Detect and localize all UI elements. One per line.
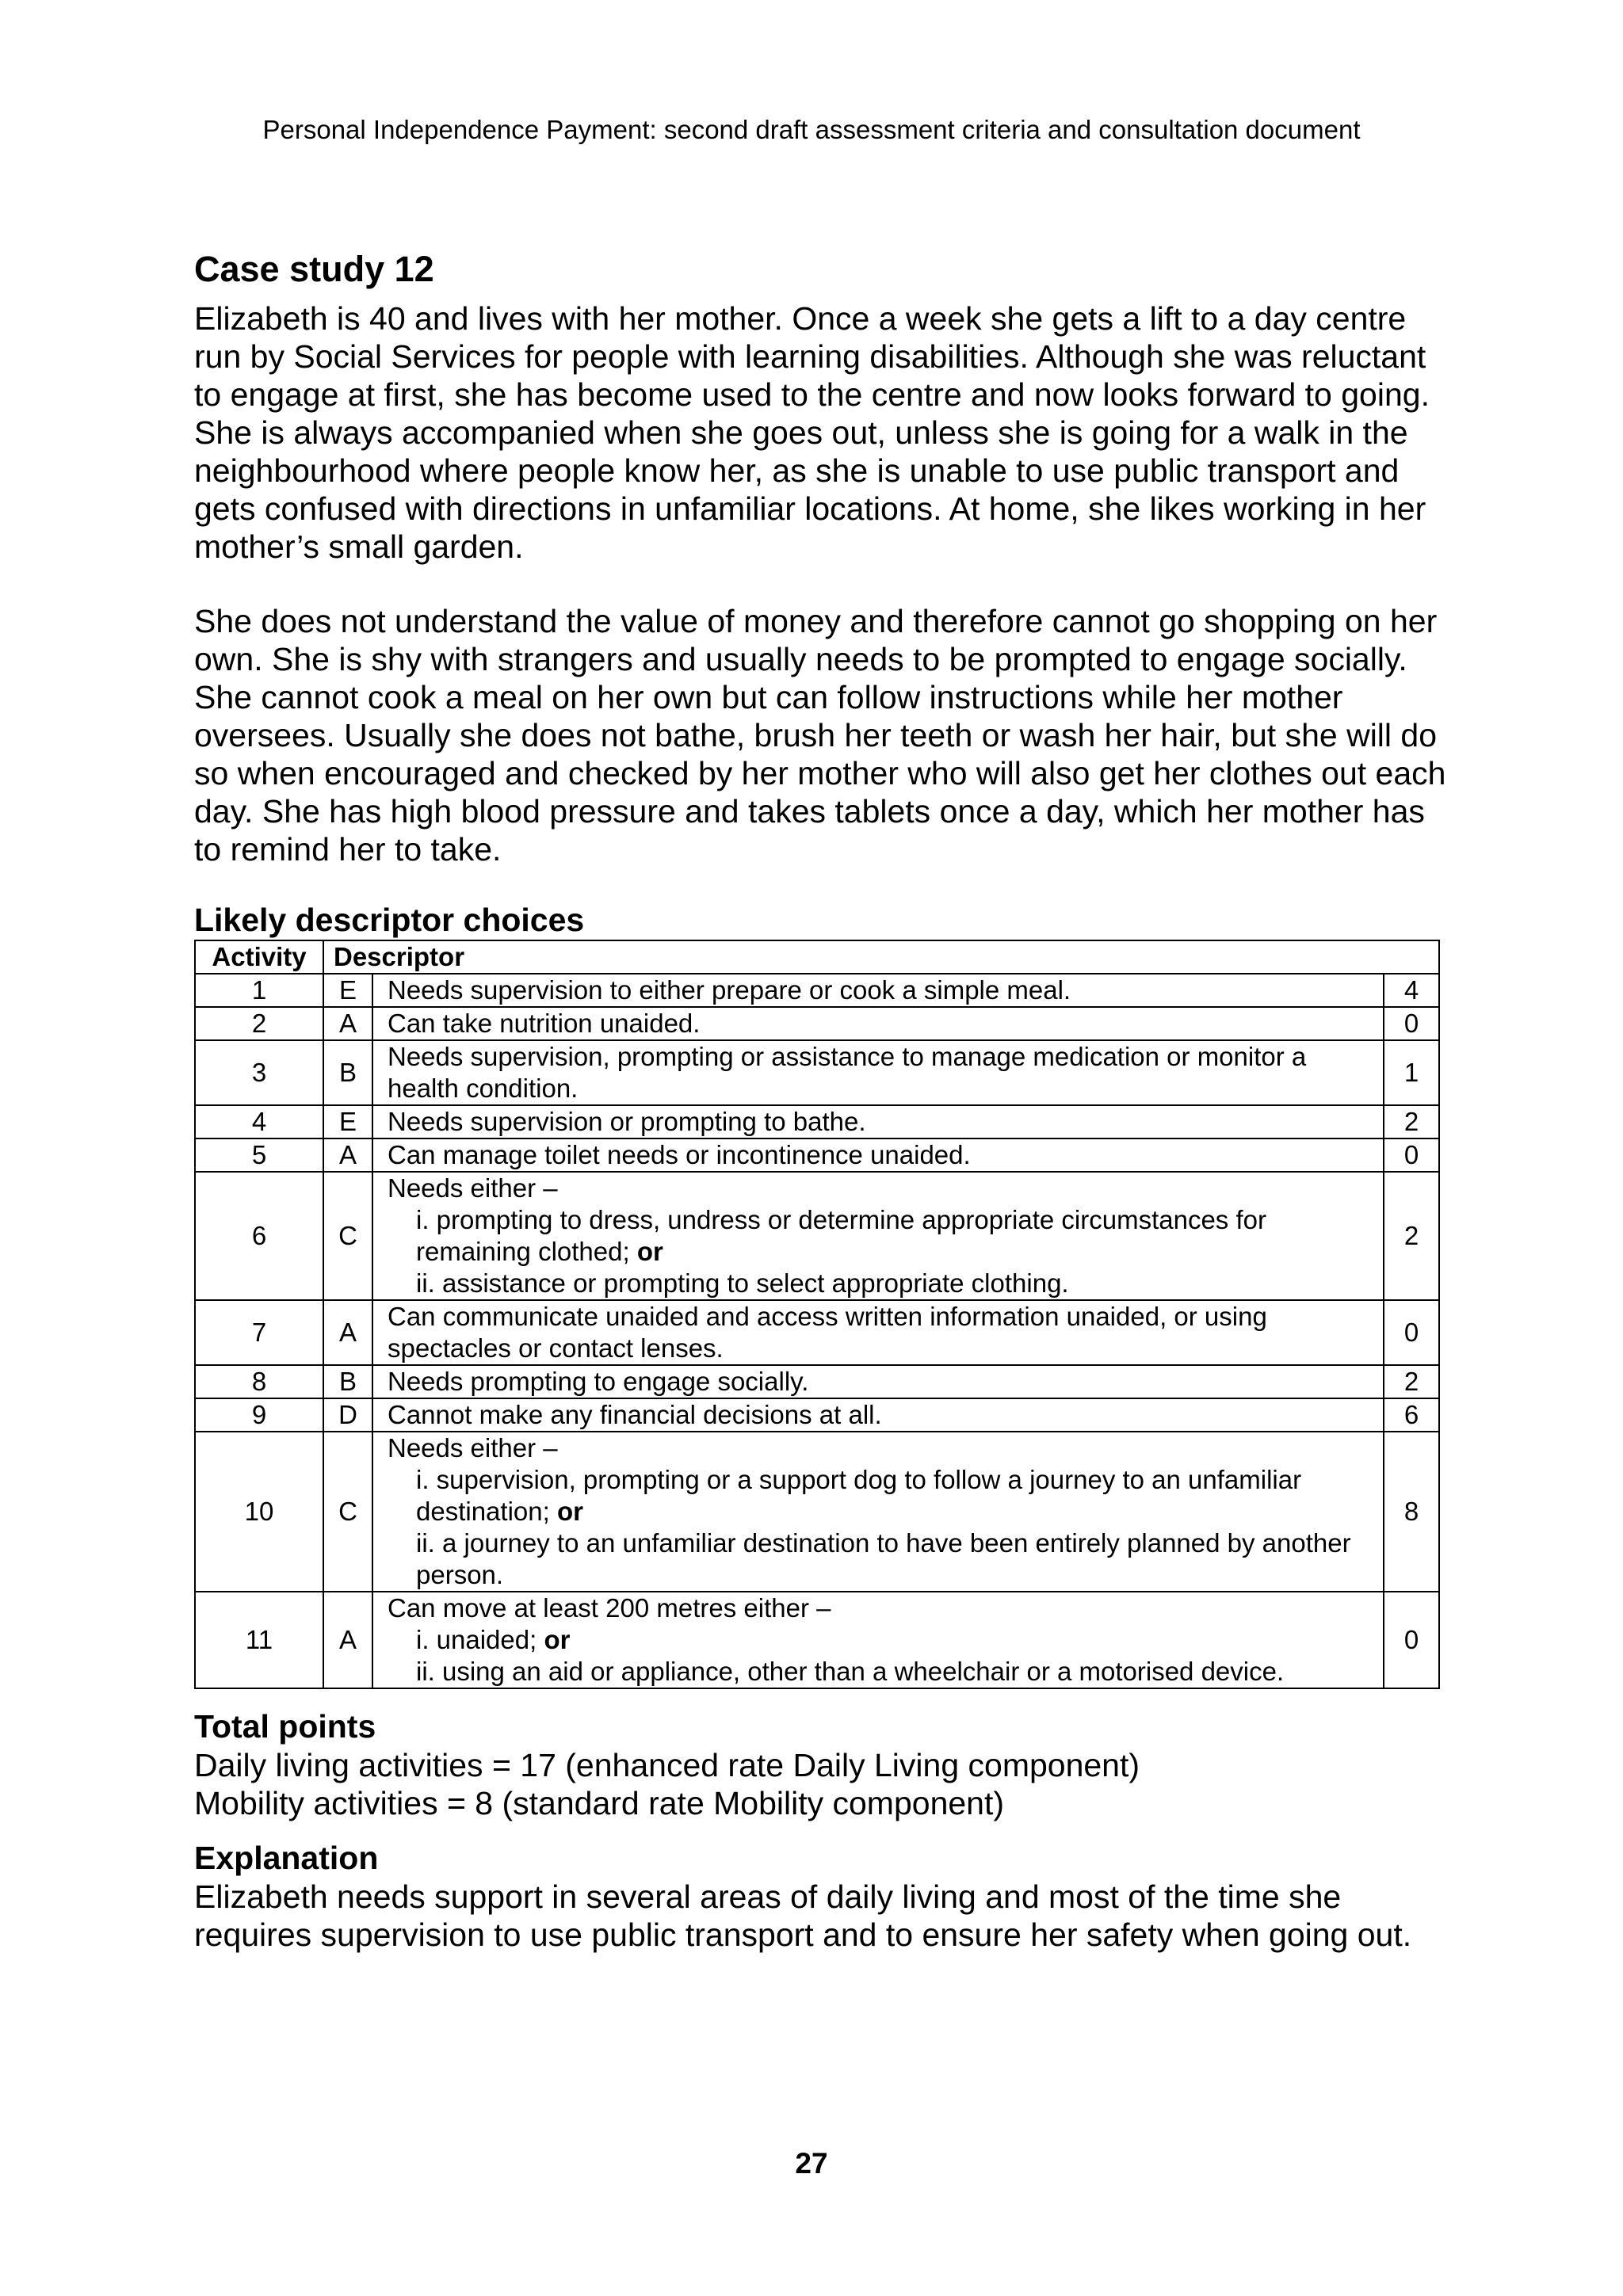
descriptor-letter: D bbox=[323, 1398, 372, 1432]
descriptor-letter: E bbox=[323, 1105, 372, 1138]
descriptor-option-text: i. supervision, prompting or a support dog to follow a journey to an unfamiliar destination; bbox=[416, 1465, 1302, 1526]
descriptor-option bbox=[388, 1268, 1377, 1299]
points-value: 1 bbox=[1384, 1040, 1439, 1105]
table-header-row bbox=[195, 940, 1439, 974]
activity-number: 1 bbox=[195, 974, 323, 1007]
descriptor-text: Can communicate unaided and access written information unaided, or using spectacles or contact lenses. bbox=[372, 1300, 1384, 1365]
table-row bbox=[195, 1172, 1439, 1300]
descriptor-letter: C bbox=[323, 1172, 372, 1300]
table-row bbox=[195, 1398, 1439, 1432]
total-line-mobility: Mobility activities = 8 (standard rate Mobility component) bbox=[194, 1785, 1005, 1821]
descriptor-letter: C bbox=[323, 1432, 372, 1592]
descriptor-option bbox=[388, 1656, 1377, 1688]
paragraph-2: She does not understand the value of money and therefore cannot go shopping on her own. She is shy with strangers and usually needs to be prompted to engage socially. She cannot cook a meal on her own but can follow instructions while her mother oversees. Usually she does not bathe, brush her teeth or wash her hair, but she will do so when encouraged and checked by her mother who will also get her clothes out each day. She has high blood pressure and takes tablets once a day, which her mother has to remind her to take. bbox=[194, 603, 1446, 868]
activity-number: 4 bbox=[195, 1105, 323, 1138]
descriptor-table bbox=[194, 940, 1440, 1689]
descriptor-option-text: ii. a journey to an unfamiliar destination to have been entirely planned by another person. bbox=[416, 1528, 1351, 1589]
document-body bbox=[194, 247, 1446, 1954]
descriptor-letter: E bbox=[323, 974, 372, 1007]
descriptor-option bbox=[388, 1624, 1377, 1656]
descriptor-option-text: ii. using an aid or appliance, other than a wheelchair or a motorised device. bbox=[416, 1657, 1285, 1686]
descriptor-text bbox=[372, 1592, 1384, 1688]
explanation-text: Elizabeth needs support in several areas of daily living and most of the time she requires supervision to use public transport and to ensure her safety when going out. bbox=[194, 1878, 1412, 1953]
activity-number: 3 bbox=[195, 1040, 323, 1105]
table-row bbox=[195, 1300, 1439, 1365]
activity-number: 10 bbox=[195, 1432, 323, 1592]
points-value: 0 bbox=[1384, 1007, 1439, 1040]
case-study-title: Case study 12 bbox=[194, 249, 434, 289]
points-value: 4 bbox=[1384, 974, 1439, 1007]
descriptor-text: Can manage toilet needs or incontinence unaided. bbox=[372, 1138, 1384, 1172]
descriptor-text: Can take nutrition unaided. bbox=[372, 1007, 1384, 1040]
descriptor-option-text: ii. assistance or prompting to select appropriate clothing. bbox=[416, 1268, 1069, 1298]
activity-number: 9 bbox=[195, 1398, 323, 1432]
descriptor-letter: A bbox=[323, 1138, 372, 1172]
table-body bbox=[195, 974, 1439, 1688]
points-value: 2 bbox=[1384, 1172, 1439, 1300]
descriptor-option-text: i. prompting to dress, undress or determine appropriate circumstances for remaining clothed; bbox=[416, 1205, 1266, 1266]
descriptor-text bbox=[372, 1432, 1384, 1592]
descriptor-text: Needs supervision or prompting to bathe. bbox=[372, 1105, 1384, 1138]
descriptor-text: Cannot make any financial decisions at all. bbox=[372, 1398, 1384, 1432]
table-row bbox=[195, 1007, 1439, 1040]
or-connector: or bbox=[636, 1237, 663, 1266]
table-row bbox=[195, 1592, 1439, 1688]
activity-number: 8 bbox=[195, 1365, 323, 1398]
descriptor-text: Needs supervision to either prepare or cook a simple meal. bbox=[372, 974, 1384, 1007]
table-row bbox=[195, 1105, 1439, 1138]
running-header: Personal Independence Payment: second draft assessment criteria and consultation document bbox=[262, 115, 1361, 144]
descriptor-intro: Needs either – bbox=[388, 1433, 558, 1463]
descriptor-option bbox=[388, 1464, 1377, 1527]
table-row bbox=[195, 1432, 1439, 1592]
descriptor-intro: Needs either – bbox=[388, 1173, 558, 1203]
descriptor-heading: Likely descriptor choices bbox=[194, 902, 585, 938]
explanation-heading: Explanation bbox=[194, 1840, 379, 1876]
descriptor-letter: B bbox=[323, 1040, 372, 1105]
descriptor-letter: A bbox=[323, 1007, 372, 1040]
points-value: 2 bbox=[1384, 1365, 1439, 1398]
points-value: 2 bbox=[1384, 1105, 1439, 1138]
points-value: 0 bbox=[1384, 1592, 1439, 1688]
points-value: 0 bbox=[1384, 1300, 1439, 1365]
or-connector: or bbox=[556, 1497, 583, 1526]
activity-number: 6 bbox=[195, 1172, 323, 1300]
descriptor-text: Needs prompting to engage socially. bbox=[372, 1365, 1384, 1398]
table-row bbox=[195, 1040, 1439, 1105]
points-value: 0 bbox=[1384, 1138, 1439, 1172]
descriptor-option bbox=[388, 1204, 1377, 1268]
total-points-heading: Total points bbox=[194, 1708, 376, 1745]
page-number: 27 bbox=[795, 2147, 828, 2180]
table-row bbox=[195, 974, 1439, 1007]
activity-header: Activity bbox=[195, 940, 323, 974]
descriptor-text bbox=[372, 1172, 1384, 1300]
points-value: 8 bbox=[1384, 1432, 1439, 1592]
table-row bbox=[195, 1138, 1439, 1172]
activity-number: 7 bbox=[195, 1300, 323, 1365]
table-row bbox=[195, 1365, 1439, 1398]
paragraph-1: Elizabeth is 40 and lives with her mother. Once a week she gets a lift to a day centre run by Social Services for people with learning disabilities. Although she was reluctant to engage at first, she has become used to the centre and now looks forward to going. She is always accompanied when she goes out, unless she is going for a walk in the neighbourhood where people know her, as she is unable to use public transport and gets confused with directions in unfamiliar locations. At home, she likes working in her mother’s small garden. bbox=[194, 300, 1430, 565]
total-line-daily: Daily living activities = 17 (enhanced rate Daily Living component) bbox=[194, 1747, 1140, 1783]
descriptor-option-text: i. unaided; bbox=[416, 1625, 537, 1654]
descriptor-header: Descriptor bbox=[323, 940, 1439, 974]
activity-number: 11 bbox=[195, 1592, 323, 1688]
descriptor-intro: Can move at least 200 metres either – bbox=[388, 1593, 831, 1623]
activity-number: 5 bbox=[195, 1138, 323, 1172]
descriptor-letter: B bbox=[323, 1365, 372, 1398]
or-connector: or bbox=[544, 1625, 571, 1654]
descriptor-option bbox=[388, 1527, 1377, 1591]
points-value: 6 bbox=[1384, 1398, 1439, 1432]
descriptor-text: Needs supervision, prompting or assistance to manage medication or monitor a health condition. bbox=[372, 1040, 1384, 1105]
descriptor-letter: A bbox=[323, 1592, 372, 1688]
descriptor-letter: A bbox=[323, 1300, 372, 1365]
activity-number: 2 bbox=[195, 1007, 323, 1040]
